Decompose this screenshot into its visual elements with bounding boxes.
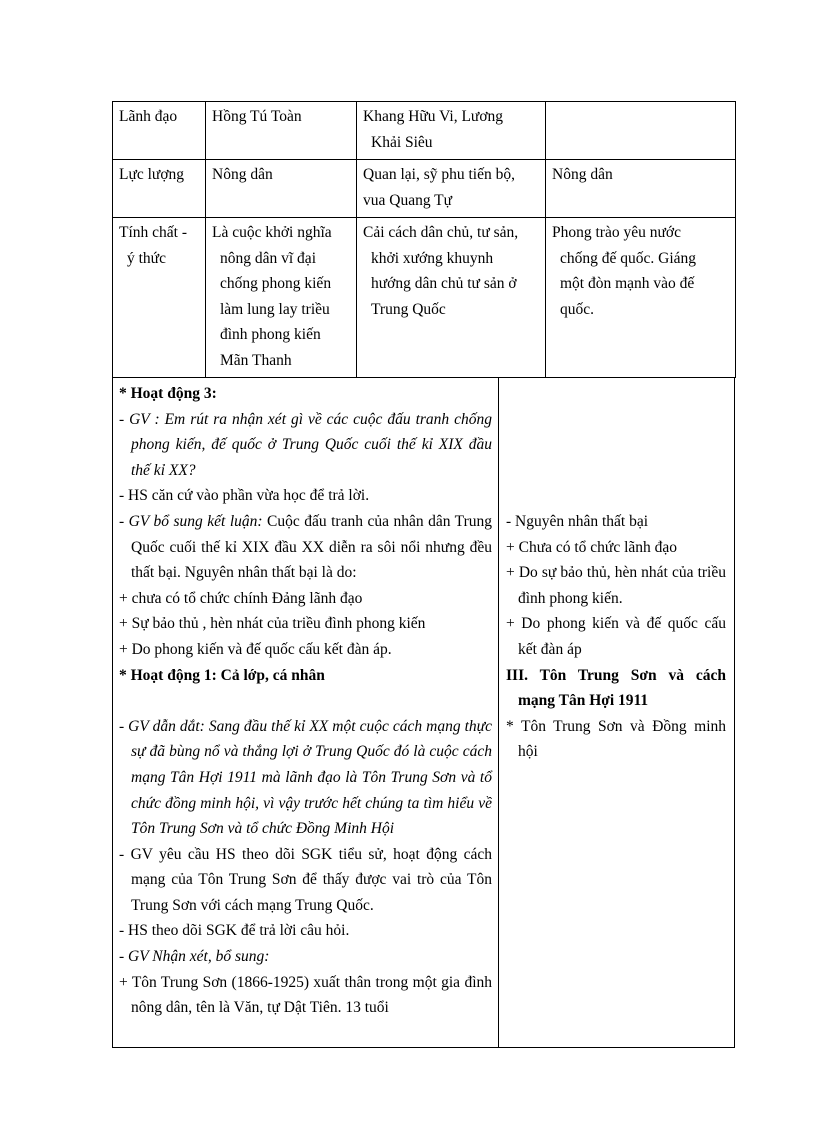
section-heading: III. Tôn Trung Sơn và cách mạng Tân Hợi 1911	[506, 666, 726, 710]
lesson-document	[112, 101, 735, 1048]
cell-line: Khang Hữu Vi, Lương	[363, 108, 504, 125]
boxer-cell	[546, 218, 736, 378]
taiping-cell: Nông dân	[206, 160, 357, 218]
cell-line: hướng dân chủ tư sản ở	[371, 275, 517, 292]
teacher-introduction: - GV dẫn dắt: Sang đầu thế kỉ XX một cuộc cách mạng thực sự đã bùng nổ và thắng lợi ở Trung Quốc đó là cuộc cách mạng Tân Hợi 1911 mà lãnh đạo là Tôn Trung Sơn và tổ chức đồng minh hội, vì vậy trước hết chúng ta tìm hiểu về Tôn Trung Sơn và tổ chức Đồng Minh Hội	[119, 717, 492, 838]
teacher-question: - GV : Em rút ra nhận xét gì về các cuộc đấu tranh chống phong kiến, đế quốc ở Trung Quốc cuối thế kỉ XIX đầu thế kỉ XX?	[119, 410, 492, 479]
cell-line: làm lung lay triều	[220, 300, 330, 318]
cell-line: chống phong kiến	[220, 275, 332, 292]
row-label: Lãnh đạo	[113, 102, 206, 160]
taiping-cell	[206, 218, 357, 378]
teacher-conclusion	[119, 509, 492, 586]
cell-line: Tính chất -	[119, 224, 188, 241]
cell-line: ý thức	[127, 249, 166, 267]
reform-cell	[357, 218, 546, 378]
conclusion-label: - GV bổ sung kết luận:	[119, 512, 263, 530]
cell-line: Khải Siêu	[371, 133, 433, 151]
failure-cause-item: + Do sự bảo thủ, hèn nhát của triều đình phong kiến.	[506, 564, 726, 607]
cell-line: nông dân vĩ đại	[220, 249, 316, 267]
cell-line: chống đế quốc. Giáng	[560, 249, 697, 267]
cause-item: + Do phong kiến và đế quốc cấu kết đàn áp.	[119, 640, 392, 658]
cell-line: Phong trào yêu nước	[552, 224, 681, 241]
failure-causes-title: - Nguyên nhân thất bại	[506, 513, 649, 530]
table-row-nature	[113, 218, 736, 378]
table-row-force	[113, 160, 736, 218]
lesson-two-column-section	[112, 378, 735, 1048]
cell-line: một đòn mạnh vào đế	[560, 275, 695, 292]
cell-line: Quan lại, sỹ phu tiến bộ,	[363, 166, 515, 183]
cell-line: Là cuộc khởi nghĩa	[212, 224, 332, 241]
activity-3-heading: * Hoạt động 3:	[119, 385, 217, 402]
cell-line: Cải cách dân chủ, tư sản,	[363, 224, 519, 241]
activities-column	[113, 378, 499, 1047]
column-spacer	[506, 381, 726, 509]
content-column	[499, 378, 734, 1047]
comparison-table	[112, 101, 736, 378]
taiping-cell: Hồng Tú Toàn	[206, 102, 357, 160]
cause-item: + chưa có tổ chức chính Đảng lãnh đạo	[119, 589, 363, 607]
cell-line: vua Quang Tự	[363, 191, 453, 209]
row-label	[113, 218, 206, 378]
failure-cause-item: + Do phong kiến và đế quốc cấu kết đàn áp	[506, 615, 726, 658]
biography-text: + Tôn Trung Sơn (1866-1925) xuất thân trong một gia đình nông dân, tên là Văn, tự Dật Tiên. 13 tuổi	[119, 973, 492, 1017]
row-label: Lực lượng	[113, 160, 206, 218]
reform-cell	[357, 160, 546, 218]
cell-line: khởi xướng khuynh	[371, 249, 494, 267]
boxer-cell: Nông dân	[546, 160, 736, 218]
teacher-comment: - GV Nhận xét, bổ sung:	[119, 948, 270, 966]
cell-line: Mãn Thanh	[220, 351, 292, 369]
cell-line: quốc.	[560, 300, 595, 318]
blank-line	[119, 688, 492, 714]
student-follow: - HS theo dõi SGK để trả lời câu hỏi.	[119, 922, 350, 940]
table-row-leader	[113, 102, 736, 160]
teacher-request: - GV yêu cầu HS theo dõi SGK tiểu sử, hoạt động cách mạng của Tôn Trung Sơn để thấy được vai trò của Tôn Trung Sơn với cách mạng Trung Quốc.	[119, 845, 492, 914]
subsection-heading: * Tôn Trung Sơn và Đồng minh hội	[506, 717, 726, 761]
conclusion-text: Cuộc đấu tranh của nhân dân Trung Quốc cuối thế kỉ XIX đầu XX diễn ra sôi nổi nhưng đều thất bại. Nguyên nhân thất bại là do:	[131, 512, 492, 582]
cause-item: + Sự bảo thủ , hèn nhát của triều đình phong kiến	[119, 615, 426, 633]
cell-line: đình phong kiến	[220, 326, 321, 343]
failure-cause-item: + Chưa có tổ chức lãnh đạo	[506, 538, 678, 556]
boxer-cell	[546, 102, 736, 160]
student-response: - HS căn cứ vào phần vừa học để trả lời.	[119, 487, 370, 505]
reform-cell	[357, 102, 546, 160]
cell-line: Trung Quốc	[371, 300, 446, 318]
activity-1-heading: * Hoạt động 1: Cả lớp, cá nhân	[119, 666, 325, 684]
